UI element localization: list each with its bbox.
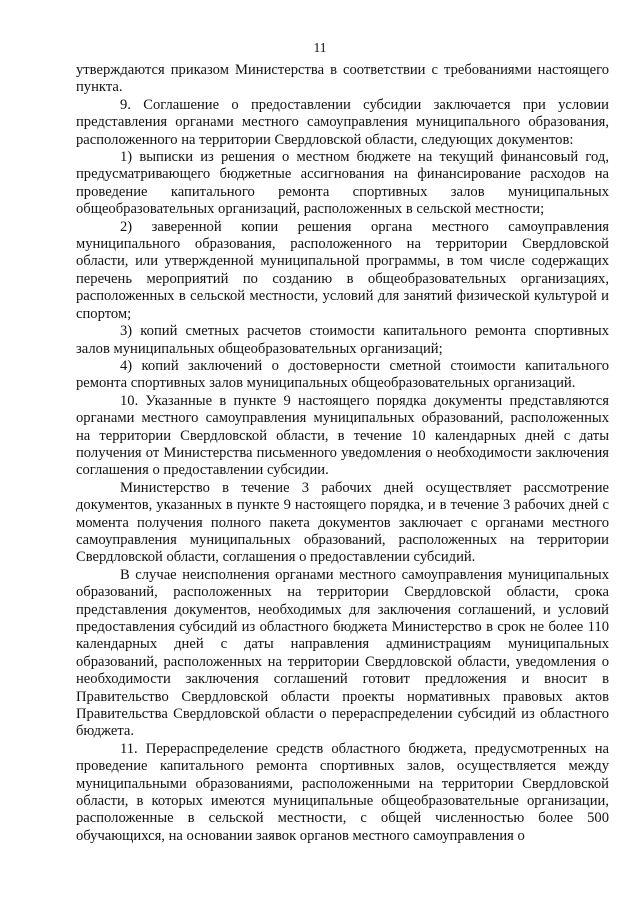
- paragraph-subitem-1: 1) выписки из решения о местном бюджете на текущий финансовый год, предусматривающего бюджетные ассигнования на финансирование расходов на проведение капитального ремонта спортивных залов муниципальных общеобразовательных организаций, расположенных в сельской местности;: [76, 149, 609, 218]
- document-body: [76, 62, 609, 845]
- paragraph-item-9: 9. Соглашение о предоставлении субсидии заключается при условии представления органами местного самоуправления муниципального образования, расположенного на территории Свердловской области, следующих документов:: [76, 96, 609, 148]
- paragraph-subitem-3: 3) копий сметных расчетов стоимости капитального ремонта спортивных залов муниципальных общеобразовательных организаций;: [76, 323, 609, 357]
- paragraph-non-fulfillment: В случае неисполнения органами местного самоуправления муниципальных образований, расположенных на территории Свердловской области, срока представления документов, необходимых для заключения соглашений, и условий предоставления субсидий из областного бюджета Министерство в срок не более 110 календарных дней с даты направления администрациям муниципальных образований, расположенных на территории Свердловской области, уведомления о необходимости заключения соглашений готовит предложения и вносит в Правительство Свердловской области проекты нормативных правовых актов Правительства Свердловской области о перераспределении субсидий из областного бюджета.: [76, 566, 609, 740]
- page-number: 11: [313, 40, 327, 55]
- paragraph-ministry-review: Министерство в течение 3 рабочих дней осуществляет рассмотрение документов, указанных в пункте 9 настоящего порядка, и в течение 3 рабочих дней с момента получения полного пакета документов заключает с органами местного самоуправления муниципальных образований, расположенных на территории Свердловской области, соглашения о предоставлении субсидий.: [76, 479, 609, 566]
- paragraph-continuation: утверждаются приказом Министерства в соответствии с требованиями настоящего пункта.: [76, 62, 609, 96]
- paragraph-item-10: 10. Указанные в пункте 9 настоящего порядка документы представляются органами местного самоуправления муниципальных образований, расположенных на территории Свердловской области, в течение 10 календарных дней с даты получения от Министерства письменного уведомления о необходимости заключения соглашения о предоставлении субсидии.: [76, 392, 609, 479]
- paragraph-subitem-2: 2) заверенной копии решения органа местного самоуправления муниципального образования, расположенного на территории Свердловской области, или утвержденной муниципальной программы, в том числе содержащих перечень мероприятий по созданию в общеобразовательных организациях, расположенных в сельской местности, условий для занятий физической культурой и спортом;: [76, 218, 609, 322]
- paragraph-subitem-4: 4) копий заключений о достоверности сметной стоимости капитального ремонта спортивных залов муниципальных общеобразовательных организаций.: [76, 357, 609, 392]
- paragraph-item-11: 11. Перераспределение средств областного бюджета, предусмотренных на проведение капитального ремонта спортивных залов, осуществляется между муниципальными образованиями, расположенными на территории Свердловской области, в которых имеются муниципальные общеобразовательные организации, расположенные в сельской местности, с общей численностью более 500 обучающихся, на основании заявок органов местного самоуправления о: [76, 740, 609, 844]
